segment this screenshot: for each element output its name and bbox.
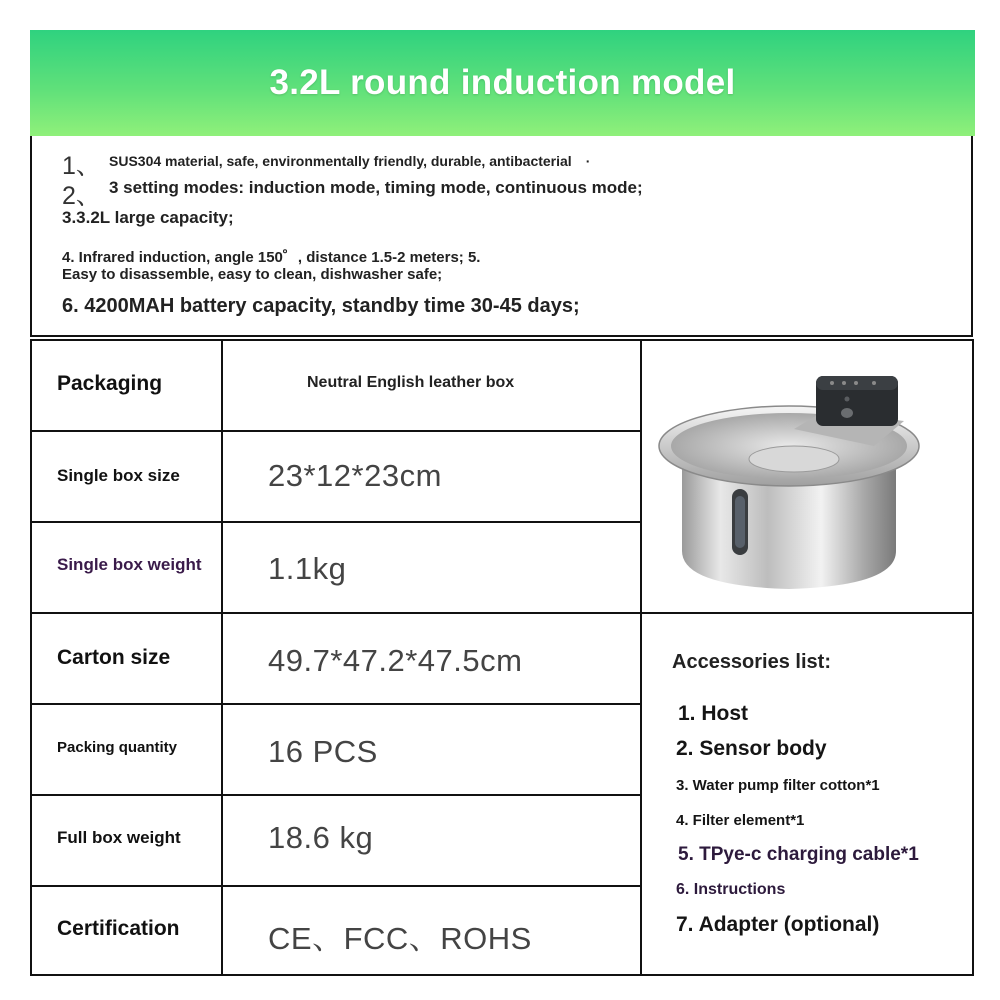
single-box-weight-label: Single box weight [57,555,202,574]
single-box-weight-value: 1.1kg [268,551,347,586]
row-divider [32,703,640,705]
column-divider [640,341,642,976]
feature-4: 4. Infrared induction, angle 150゜, distance 1.5-2 meters; 5. [62,249,481,266]
feature-number-2: 2、 [62,182,101,210]
full-box-weight-value: 18.6 kg [268,820,374,855]
single-box-size-value: 23*12*23cm [268,458,442,493]
accessory-item: 7. Adapter (optional) [676,913,880,936]
accessory-item: 6. Instructions [676,881,786,898]
feature-6: 6. 4200MAH battery capacity, standby time 30-45 days; [62,295,580,317]
packing-quantity-value: 16 PCS [268,734,378,769]
pet-water-fountain-icon [644,351,934,601]
packaging-value: Neutral English leather box [307,374,515,391]
certification-value: CE、FCC、ROHS [268,921,532,956]
feature-5: Easy to disassemble, easy to clean, dishwasher safe; [62,266,443,283]
accessory-item: 3. Water pump filter cotton*1 [676,777,880,794]
features-box [30,136,973,337]
feature-number-1: 1、 [62,152,101,180]
full-box-weight-label: Full box weight [57,828,181,847]
column-divider [221,341,223,976]
row-divider [32,794,640,796]
title-banner [30,30,975,136]
specs-table [30,339,974,976]
feature-1: SUS304 material, safe, environmentally friendly, durable, antibacterial · [109,153,591,169]
accessory-item: 1. Host [678,702,749,725]
packing-quantity-label: Packing quantity [57,739,178,756]
row-divider [32,430,640,432]
row-divider [32,521,640,523]
row-divider [32,612,972,614]
single-box-size-label: Single box size [57,466,180,485]
packaging-label: Packaging [57,372,163,395]
carton-size-value: 49.7*47.2*47.5cm [268,643,523,678]
accessory-item: 5. TPye-c charging cable*1 [678,844,919,865]
row-divider [32,885,640,887]
feature-2: 3 setting modes: induction mode, timing mode, continuous mode; [109,178,643,197]
accessories-title: Accessories list: [672,651,831,673]
certification-label: Certification [57,917,180,940]
accessory-item: 4. Filter element*1 [676,812,805,829]
carton-size-label: Carton size [57,646,171,669]
page-title: 3.2L round induction model [269,63,736,102]
accessory-item: 2. Sensor body [676,737,827,760]
feature-3: 3.3.2L large capacity; [62,208,234,227]
